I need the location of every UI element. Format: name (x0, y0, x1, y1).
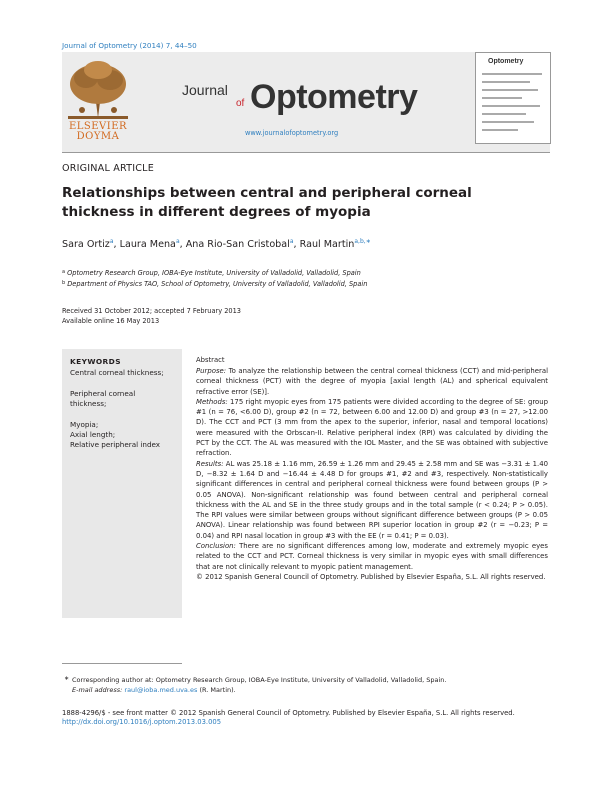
abstract-text: To analyze the relationship between the central corneal thickness (CCT) and mid-peripheral corneal thickness (PCT) with the degree of myopia [axial length (AL) and spherical equivalent refractive error (SE)]. (196, 367, 549, 396)
abstract-conclusion (196, 541, 548, 572)
publisher-logo-text (62, 122, 134, 142)
journal-cover-thumbnail (475, 52, 551, 144)
publisher-name: ELSEVIER (68, 121, 128, 132)
affiliation-mark: a (62, 269, 66, 275)
journal-title-prefix: Journal (182, 82, 228, 98)
received-date: Received 31 October 2012; accepted 7 February 2013 (62, 307, 242, 315)
abstract-heading: Abstract (196, 356, 225, 364)
keyword-item: Central corneal thickness; (70, 368, 164, 377)
abstract-label: Results: (196, 459, 224, 468)
corresponding-author-note (64, 675, 447, 684)
abstract-text: There are no significant differences among low, moderate and extremely myopic eyes related to the CCT and PCT. Corneal thickness is very similar in myopic eyes with small differences that are not clinically relevant to myopic patient management. (196, 542, 548, 571)
journal-title-name: Optometry (250, 78, 418, 116)
corresponding-author-text: Corresponding author at: Optometry Research Group, IOBA-Eye Institute, University of Valladolid, Valladolid, Spain. (72, 676, 447, 684)
doi-link[interactable]: http://dx.doi.org/10.1016/j.optom.2013.03.005 (62, 718, 222, 726)
keyword-item: Relative peripheral index (70, 440, 161, 449)
keyword-item: Axial length; (70, 430, 116, 439)
abstract-label: Purpose: (196, 367, 227, 375)
cover-text-line (482, 105, 540, 107)
journal-citation[interactable]: Journal of Optometry (2014) 7, 44–50 (62, 41, 197, 50)
article-title: Relationships between central and peripheral corneal thickness in different degrees of myopia (62, 185, 472, 220)
author-list: Sara Ortiz$^a$, Laura Mena$^a$, Ana Rio-San Cristobal$^a$, Raul Martin$^{a,b,∗}$ (62, 238, 371, 250)
email-suffix: (R. Martin). (199, 686, 236, 694)
cover-text-line (482, 97, 522, 99)
abstract-purpose (196, 366, 548, 397)
affiliation-mark: b (62, 280, 66, 286)
publisher-imprint: DOYMA (76, 131, 120, 142)
journal-url-link[interactable]: www.journalofoptometry.org (245, 129, 339, 137)
affiliation (62, 280, 367, 288)
affiliation-text: Department of Physics TAO, School of Optometry, University of Valladolid, Valladolid, Spain (67, 280, 368, 288)
footnote-mark: ∗ (64, 675, 70, 682)
footnote-divider (62, 663, 182, 664)
keyword-item: Myopia; (70, 420, 99, 429)
article-section-label: ORIGINAL ARTICLE (62, 163, 154, 174)
author-affiliation-mark[interactable]: a,b,∗ (354, 238, 371, 245)
author-name[interactable]: Raul Martin (299, 239, 355, 250)
cover-text-line (482, 121, 534, 123)
keywords-heading: KEYWORDS (70, 357, 121, 366)
abstract-results (196, 459, 548, 541)
abstract-body (196, 366, 548, 582)
email-note (72, 686, 236, 694)
cover-text-line (482, 129, 518, 131)
abstract-text: AL was 25.18 ± 1.16 mm, 26.59 ± 1.26 mm and 29.45 ± 2.58 mm and SE was −3.31 ± 1.40 D, −8.32 ± 1.64 D and −16.44 ± 4.48 D for groups #1, #2 and #3, respectively. Non-statistically significant differences in central and peripheral corneal thickness were found between groups (P > 0.05 ANOVA). Non-significant relationship was found between central and peripheral corneal thickness with the AL and SE in the three study groups and in the total sample (r < 0.24; P > 0.05). The RPI values were similar between groups without significant difference between groups (P > 0.05 ANOVA). Linear relationship was found between RPI superior location in group #2 (r = −0.23; P = 0.04) and RPI nasal location in group #3 with the EE (r = 0.41; P = 0.03). (196, 459, 548, 540)
author-name[interactable]: Sara Ortiz (62, 239, 110, 250)
affiliation-text: Optometry Research Group, IOBA-Eye Institute, University of Valladolid, Valladolid, Spain (67, 269, 361, 277)
author-name[interactable]: Laura Mena (119, 239, 176, 250)
abstract-label: Methods: (196, 397, 228, 406)
author-name[interactable]: Ana Rio-San Cristobal (185, 239, 290, 250)
journal-title-of: of (236, 98, 245, 109)
cover-text-line (482, 89, 538, 91)
email-label: E-mail address: (72, 686, 123, 694)
cover-title: Optometry (488, 58, 524, 65)
email-link[interactable]: raul@ioba.med.uva.es (124, 686, 198, 694)
author-affiliation-mark[interactable]: a (109, 238, 114, 245)
abstract-methods (196, 397, 548, 459)
header-divider (62, 152, 550, 153)
abstract-text: 175 right myopic eyes from 175 patients were divided according to the degree of SE: group #1 (n = 76, <6.00 D), group #2 (n = 72, between 6.00 and 12.00 D) and group #3 (n = 27, >12.00 D). The CCT and PCT (3 mm from the apex to the superior, inferior, nasal and temporal locations) were measured with the Orbscan-II. Relative peripheral index (RPI) was calculated by dividing the PCT by the CCT. The AL was measured with the IOL Master, and the SE was obtained with subjective refraction. (196, 397, 548, 458)
keyword-item: Peripheral corneal thickness; (70, 389, 136, 409)
cover-text-line (482, 113, 526, 115)
author-affiliation-mark[interactable]: a (175, 238, 180, 245)
abstract-copyright: © 2012 Spanish General Council of Optometry. Published by Elsevier España, S.L. All rights reserved. (196, 572, 546, 581)
affiliation (62, 269, 361, 277)
author-affiliation-mark[interactable]: a (289, 238, 294, 245)
cover-text-line (482, 81, 530, 83)
online-date: Available online 16 May 2013 (62, 317, 160, 325)
abstract-label: Conclusion: (196, 542, 236, 551)
issn-copyright-line: 1888-4296/$ - see front matter © 2012 Spanish General Council of Optometry. Published by Elsevier España, S.L. All rights reserved. (62, 709, 515, 717)
cover-text-line (482, 73, 542, 75)
